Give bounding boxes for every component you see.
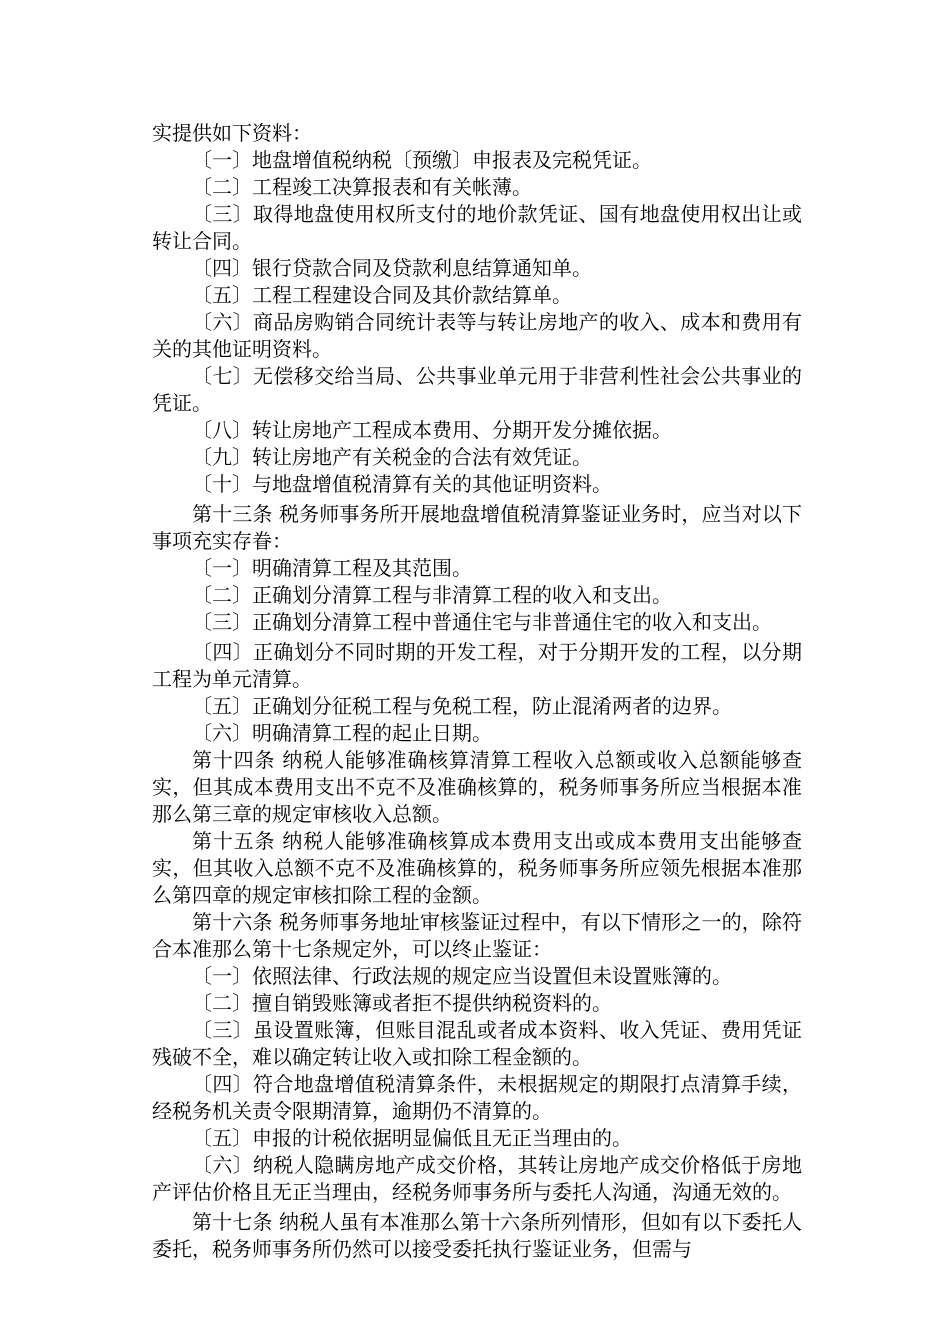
list-item-2: 〔二〕正确划分清算工程与非清算工程的收入和支出。	[192, 583, 672, 607]
list-item-5: 〔五〕工程工程建设合同及其价款结算单。	[192, 283, 572, 307]
list-item-3: 〔三〕虽设置账簿，但账目混乱或者成本资料、收入凭证、费用凭证残破不全，难以确定转让收入或扣除工程金额的。	[152, 1018, 802, 1069]
list-item-2: 〔二〕工程竣工决算报表和有关帐薄。	[192, 175, 532, 199]
list-item-9: 〔九〕转让房地产有关税金的合法有效凭证。	[192, 445, 592, 469]
list-item-4: 〔四〕银行贷款合同及贷款利息结算通知单。	[192, 256, 592, 280]
document-body	[152, 120, 802, 1263]
list-item-4: 〔四〕正确划分不同时期的开发工程，对于分期开发的工程，以分期工程为单元清算。	[152, 640, 802, 691]
article-14: 第十四条 纳税人能够准确核算清算工程收入总额或收入总额能够查实，但其成本费用支出不克不及准确核算的，税务师事务所应当根据本准那么第三章的规定审核收入总额。	[152, 748, 802, 826]
article-17: 第十七条 纳税人虽有本准那么第十六条所列情形，但如有以下委托人委托，税务师事务所仍然可以接受委托执行鉴证业务，但需与	[152, 1210, 802, 1261]
article-13: 第十三条 税务师事务所开展地盘增值税清算鉴证业务时，应当对以下事项充实存眷：	[152, 502, 802, 553]
list-item-5: 〔五〕正确划分征税工程与免税工程，防止混淆两者的边界。	[192, 694, 732, 718]
list-item-5: 〔五〕申报的计税依据明显偏低且无正当理由的。	[192, 1126, 632, 1150]
list-item-6: 〔六〕纳税人隐瞒房地产成交价格，其转让房地产成交价格低于房地产评估价格且无正当理由，经税务师事务所与委托人沟通，沟通无效的。	[152, 1153, 802, 1204]
list-item-8: 〔八〕转让房地产工程成本费用、分期开发分摊依据。	[192, 418, 672, 442]
list-item-6: 〔六〕商品房购销合同统计表等与转让房地产的收入、成本和费用有关的其他证明资料。	[152, 310, 802, 361]
list-item-1: 〔一〕地盘增值税纳税〔预缴〕申报表及完税凭证。	[192, 148, 652, 172]
list-item-3: 〔三〕取得地盘使用权所支付的地价款凭证、国有地盘使用权出让或转让合同。	[152, 202, 802, 253]
paragraph-continuation: 实提供如下资料：	[152, 121, 312, 145]
list-item-6: 〔六〕明确清算工程的起止日期。	[192, 721, 492, 745]
article-15: 第十五条 纳税人能够准确核算成本费用支出或成本费用支出能够查实，但其收入总额不克不及准确核算的，税务师事务所应领先根据本准那么第四章的规定审核扣除工程的金额。	[152, 829, 802, 907]
article-16: 第十六条 税务师事务地址审核鉴证过程中，有以下情形之一的，除符合本准那么第十七条规定外，可以终止鉴证：	[152, 910, 802, 961]
list-item-2: 〔二〕擅自销毁账簿或者拒不提供纳税资料的。	[192, 991, 612, 1015]
list-item-4: 〔四〕符合地盘增值税清算条件，未根据规定的期限打点清算手续，经税务机关责令限期清算，逾期仍不清算的。	[152, 1072, 802, 1123]
list-item-3: 〔三〕正确划分清算工程中普通住宅与非普通住宅的收入和支出。	[192, 610, 772, 634]
list-item-1: 〔一〕依照法律、行政法规的规定应当设置但未设置账簿的。	[192, 964, 732, 988]
list-item-1: 〔一〕明确清算工程及其范围。	[192, 556, 472, 580]
list-item-7: 〔七〕无偿移交给当局、公共事业单元用于非营利性社会公共事业的凭证。	[152, 364, 802, 415]
list-item-10: 〔十〕与地盘增值税清算有关的其他证明资料。	[192, 472, 612, 496]
